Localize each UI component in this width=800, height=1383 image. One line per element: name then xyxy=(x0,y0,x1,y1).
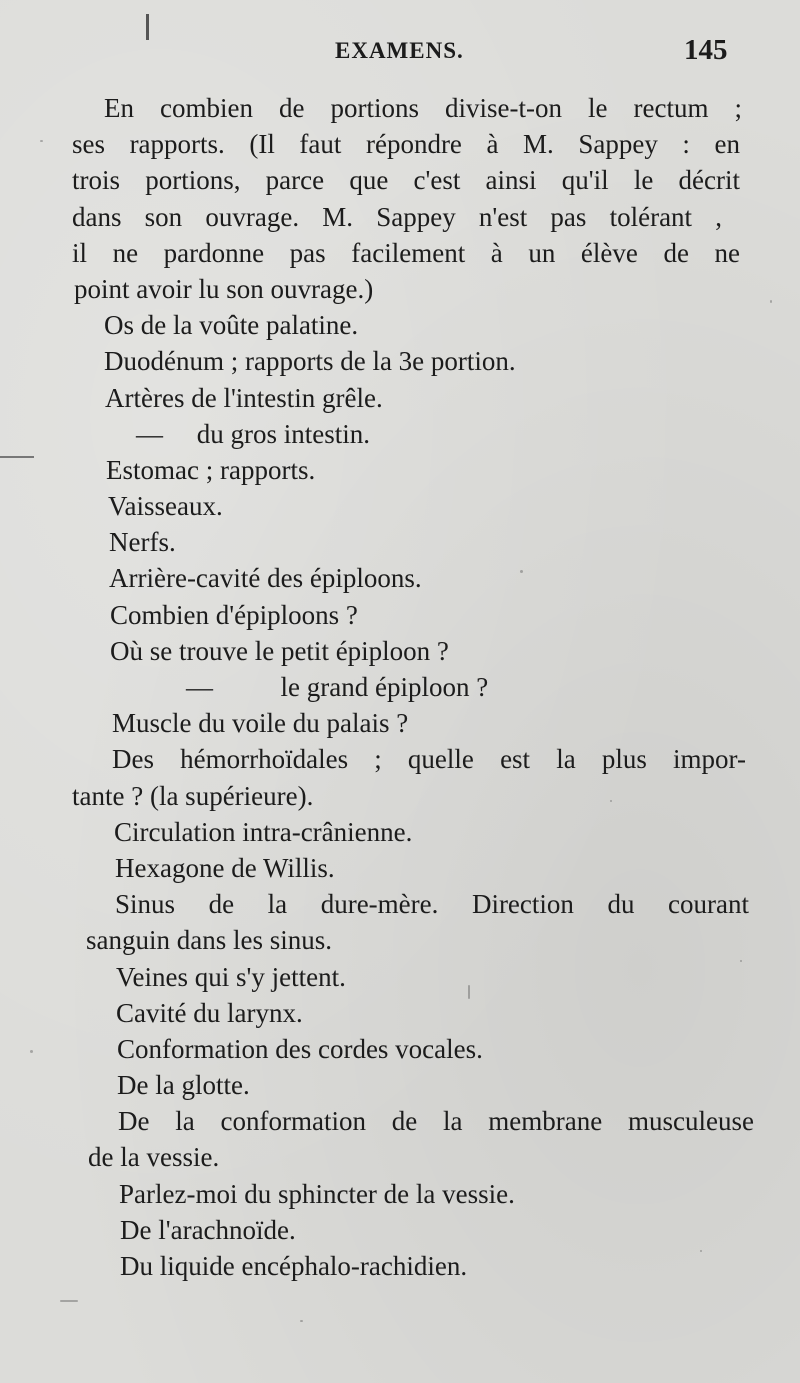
text-line: Combien d'épiploons ? xyxy=(110,599,358,630)
body-text xyxy=(72,90,754,1284)
text-line: Sinus de la dure-mère. Direction du courant xyxy=(115,889,749,920)
text-line: Artères de l'intestin grêle. xyxy=(105,382,383,413)
text-line: Parlez-moi du sphincter de la vessie. xyxy=(119,1178,515,1209)
text-line: Vaisseaux. xyxy=(108,491,223,522)
text-line: ses rapports. (Il faut répondre à M. Sappey : en xyxy=(72,129,740,160)
text-line: De la glotte. xyxy=(117,1070,250,1101)
text-line: Du liquide encéphalo-rachidien. xyxy=(120,1251,468,1281)
running-title: EXAMENS. xyxy=(335,38,464,63)
text-line: De l'arachnoïde. xyxy=(120,1214,296,1245)
text-line: de la vessie. xyxy=(88,1142,220,1173)
text-line: point avoir lu son ouvrage.) xyxy=(74,273,374,304)
text-line: Arrière-cavité des épiploons. xyxy=(109,563,422,594)
text-line: tante ? (la supérieure). xyxy=(72,780,314,811)
text-line: — du gros intestin. xyxy=(136,418,370,449)
text-line: Hexagone de Willis. xyxy=(115,852,335,883)
text-line: Duodénum ; rapports de la 3e portion. xyxy=(104,346,516,377)
page-number: 145 xyxy=(684,34,728,66)
margin-mark xyxy=(146,14,149,40)
text-line: dans son ouvrage. M. Sappey n'est pas tolérant , xyxy=(72,201,722,232)
text-line: sanguin dans les sinus. xyxy=(86,925,332,956)
text-line: il ne pardonne pas facilement à un élève de ne xyxy=(72,237,740,268)
text-line: Muscle du voile du palais ? xyxy=(112,708,409,739)
text-line: De la conformation de la membrane musculeuse xyxy=(118,1106,754,1137)
page-header xyxy=(0,34,800,74)
text-line: Veines qui s'y jettent. xyxy=(116,961,346,992)
text-line: Conformation des cordes vocales. xyxy=(117,1033,483,1064)
text-line: Circulation intra-crânienne. xyxy=(114,816,413,847)
text-line: En combien de portions divise-t-on le rectum ; xyxy=(104,93,742,123)
margin-mark xyxy=(0,456,34,458)
text-line: Nerfs. xyxy=(109,527,176,558)
text-line: Cavité du larynx. xyxy=(116,997,303,1028)
text-line: — le grand épiploon ? xyxy=(186,672,489,702)
text-line: Os de la voûte palatine. xyxy=(104,310,359,341)
text-line: trois portions, parce que c'est ainsi qu'il le décrit xyxy=(72,165,740,196)
text-line: Où se trouve le petit épiploon ? xyxy=(110,635,449,666)
text-line: Estomac ; rapports. xyxy=(106,454,316,485)
text-line: Des hémorrhoïdales ; quelle est la plus impor- xyxy=(112,744,746,775)
